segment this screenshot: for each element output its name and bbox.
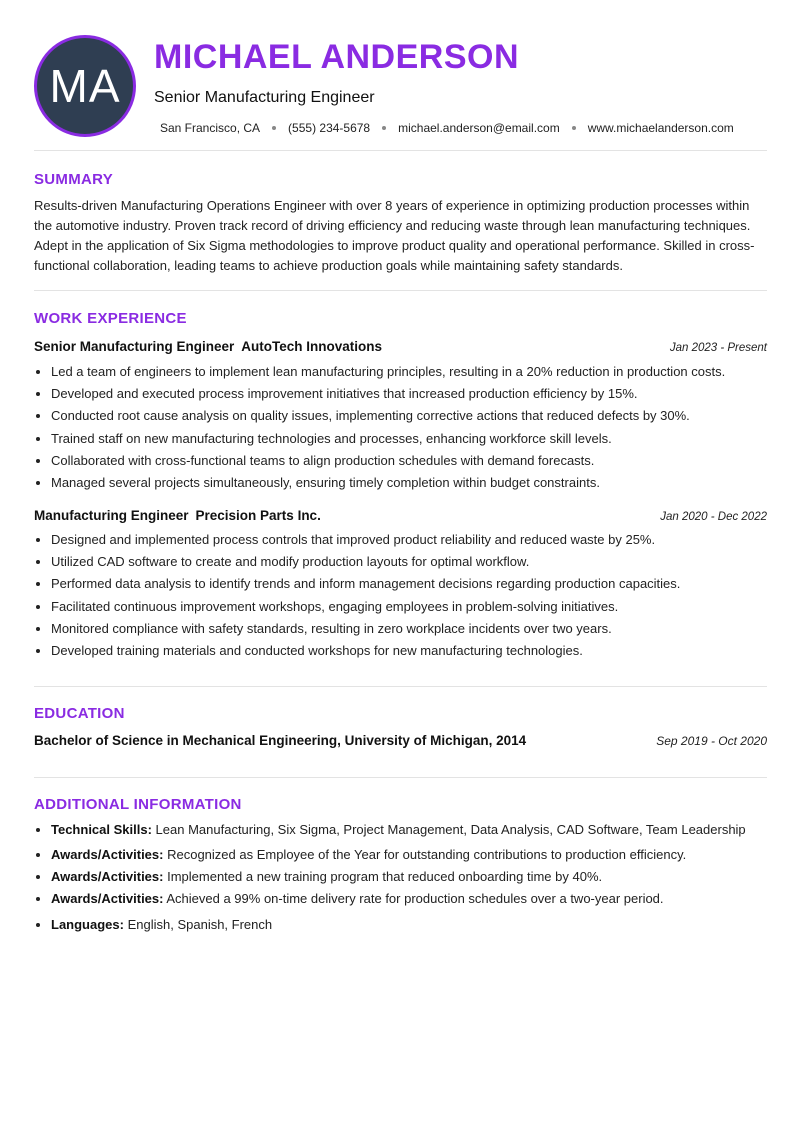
separator-dot bbox=[382, 126, 386, 130]
job-bullets bbox=[34, 529, 784, 662]
info-value: English, Spanish, French bbox=[127, 917, 273, 932]
education-degree: Bachelor of Science in Mechanical Engineering, University of Michigan, 2014 bbox=[34, 733, 527, 748]
list-item bbox=[51, 820, 784, 840]
candidate-name: MICHAEL ANDERSON bbox=[154, 38, 520, 76]
separator-dot bbox=[272, 126, 276, 130]
job-role: Manufacturing Engineer bbox=[34, 508, 189, 523]
avatar-initials: MA bbox=[49, 60, 121, 112]
info-value: Recognized as Employee of the Year for outstanding contributions to production efficiency. bbox=[167, 847, 687, 862]
divider bbox=[34, 150, 767, 151]
summary-heading: SUMMARY bbox=[34, 171, 114, 188]
divider bbox=[34, 686, 767, 687]
job-company: Precision Parts Inc. bbox=[195, 508, 321, 523]
list-item: • Managed several projects simultaneously, ensuring timely completion within budget constraints. bbox=[51, 472, 784, 494]
list-item: • Monitored compliance with safety standards, resulting in zero workplace incidents over two years. bbox=[51, 618, 784, 640]
info-label: Awards/Activities: bbox=[51, 847, 164, 862]
summary-text: Results-driven Manufacturing Operations Engineer with over 8 years of experience in optimizing production processes within the automotive industry. Proven track record of driving efficiency and reducing waste through lean manufacturing techniques. Adept in the application of Six Sigma methodologies to improve product quality and operational performance. Skilled in cross-functional collaboration, leading teams to achieve production goals while maintaining safety standards. bbox=[34, 198, 755, 273]
list-item: • Conducted root cause analysis on quality issues, implementing corrective actions that reduced defects by 30%. bbox=[51, 405, 784, 427]
job-role: Senior Manufacturing Engineer bbox=[34, 339, 235, 354]
contact-bar bbox=[160, 121, 734, 135]
list-item: • Collaborated with cross-functional teams to align production schedules with demand forecasts. bbox=[51, 450, 784, 472]
list-item: • Designed and implemented process controls that improved product reliability and reduced waste by 25%. bbox=[51, 529, 784, 551]
info-label: Technical Skills: bbox=[51, 822, 152, 837]
education-dates: Sep 2019 - Oct 2020 bbox=[656, 734, 767, 748]
education-heading: EDUCATION bbox=[34, 705, 125, 722]
list-item bbox=[51, 889, 784, 909]
contact-location: San Francisco, CA bbox=[160, 121, 261, 135]
list-item: • Utilized CAD software to create and modify production layouts for optimal workflow. bbox=[51, 551, 784, 573]
job-role-company bbox=[34, 338, 382, 356]
job-bullets bbox=[34, 361, 784, 494]
list-item: • Trained staff on new manufacturing technologies and processes, enhancing workforce skill levels. bbox=[51, 428, 784, 450]
contact-phone: (555) 234-5678 bbox=[288, 121, 371, 135]
contact-email: michael.anderson@email.com bbox=[398, 121, 560, 135]
info-value: Achieved a 99% on-time delivery rate for production schedules over a two-year period. bbox=[166, 891, 664, 906]
list-item: • Developed and executed process improvement initiatives that increased production efficiency by 15%. bbox=[51, 383, 784, 405]
info-label: Awards/Activities: bbox=[51, 891, 164, 906]
additional-list bbox=[34, 820, 784, 935]
list-item bbox=[51, 867, 784, 887]
list-item bbox=[51, 915, 784, 935]
info-value: Implemented a new training program that reduced onboarding time by 40%. bbox=[167, 869, 603, 884]
list-item: • Facilitated continuous improvement workshops, engaging employees in problem-solving initiatives. bbox=[51, 596, 784, 618]
avatar bbox=[34, 35, 136, 137]
job-company: AutoTech Innovations bbox=[241, 339, 383, 354]
list-item: • Performed data analysis to identify trends and inform management decisions regarding production capacities. bbox=[51, 573, 784, 595]
list-item: • Led a team of engineers to implement lean manufacturing principles, resulting in a 20% reduction in production costs. bbox=[51, 361, 784, 383]
divider bbox=[34, 290, 767, 291]
list-item bbox=[51, 845, 784, 865]
contact-website: www.michaelanderson.com bbox=[587, 121, 734, 135]
job-role-company bbox=[34, 507, 321, 525]
education-entry bbox=[34, 733, 767, 748]
job-title: Senior Manufacturing Engineer bbox=[154, 89, 375, 106]
job-dates: Jan 2023 - Present bbox=[669, 342, 767, 354]
separator-dot bbox=[572, 126, 576, 130]
info-value: Lean Manufacturing, Six Sigma, Project Management, Data Analysis, CAD Software, Team Leadership bbox=[155, 822, 746, 837]
info-label: Awards/Activities: bbox=[51, 869, 164, 884]
list-item: • Developed training materials and conducted workshops for new manufacturing technologies. bbox=[51, 640, 784, 662]
job-header bbox=[34, 338, 767, 356]
job-header bbox=[34, 507, 767, 525]
divider bbox=[34, 777, 767, 778]
additional-heading: ADDITIONAL INFORMATION bbox=[34, 796, 242, 813]
info-label: Languages: bbox=[51, 917, 124, 932]
job-dates: Jan 2020 - Dec 2022 bbox=[660, 511, 767, 523]
experience-heading: WORK EXPERIENCE bbox=[34, 310, 187, 327]
